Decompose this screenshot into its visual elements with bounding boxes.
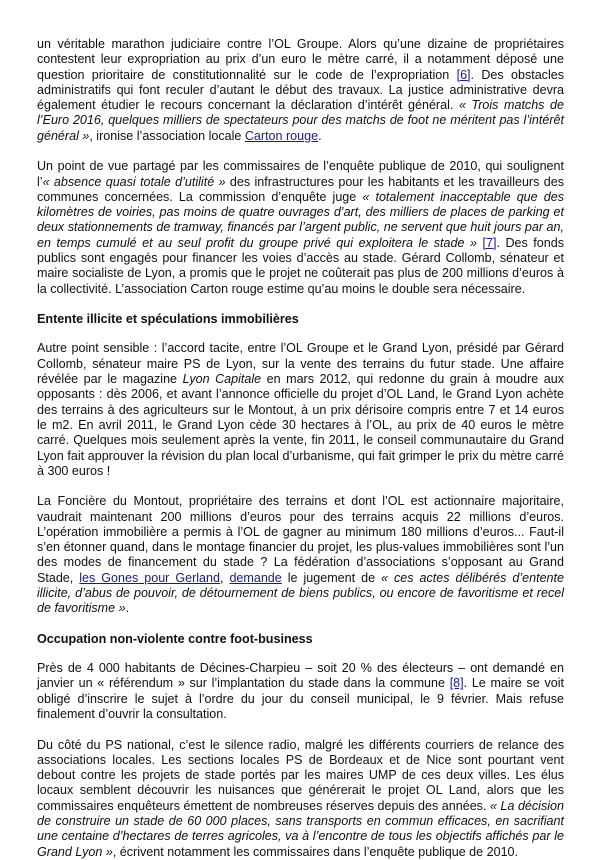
text-run: Près de 4 000 habitants de Décines-Charpieu – soit 20 % des électeurs – ont demandé en janvier un « référendum » sur l’implantation du stade dans la commune: [37, 661, 564, 691]
text-run: un véritable marathon judiciaire contre l’OL Groupe. Alors qu’une dizaine de propriétaires contestent leur expropriation au prix d’un euro le mètre carré, il a notamment déposé une question prioritaire de constitutionnalité sur le code de l’expropriation: [37, 37, 564, 82]
inline-link[interactable]: [8]: [449, 676, 464, 691]
text-run: Autre point sensible : l’accord tacite, entre l’OL Groupe et le Grand Lyon, présidé par Gérard Collomb, sénateur maire PS de Lyon, sur la vente des terrains du futur stade. Une affaire révélée par le magazine: [37, 341, 564, 387]
inline-link[interactable]: les Gones pour Gerland: [79, 570, 220, 585]
text-run: le jugement de: [281, 570, 382, 585]
text-run: Du côté du PS national, c’est le silence radio, malgré les différents courriers de relance des associations locales. Les sections locales PS de Bordeaux et de Nice sont pourtant vent debout contre les projets de stade portés par les maires UMP de ces deux villes. Les élus locaux semblent découvrir les nuisances que générerait le projet OL Land, alors que les commissaires enquêteurs émettent de nombreuses réserves depuis des années.: [37, 737, 564, 813]
italic-quote: « absence quasi totale d’utilité »: [42, 174, 226, 189]
inline-link[interactable]: [7]: [482, 235, 497, 250]
italic-quote: « La décision de construire un stade de 60 000 places, sans transports en commun efficaces, en sacrifiant une centaine d’hectares de terres agricoles, va à l’encontre de tous les objectifs affichés par le Grand Lyon »: [37, 798, 564, 859]
paragraph-4: [37, 494, 564, 616]
text-run: . Le maire se voit obligé d’inscrire le sujet à l’ordre du jour du conseil municipal, le 9 février. Mais refuse finalement d’ouvrir la consultation.: [37, 676, 564, 722]
italic-quote: Lyon Capitale: [182, 372, 262, 387]
paragraph-3: [37, 341, 564, 479]
paragraph-2: [37, 159, 564, 297]
paragraph-5: [37, 661, 564, 722]
text-run: , ironise l’association locale: [89, 128, 245, 143]
text-run: Un point de vue partagé par les commissaires de l’enquête publique de 2010, qui soulignent l’: [37, 159, 564, 189]
text-run: des infrastructures pour les habitants et les travailleurs des communes concernées. La commission d’enquête juge: [37, 174, 564, 204]
inline-link[interactable]: Carton rouge: [244, 128, 319, 143]
paragraph-1: [37, 37, 564, 144]
text-run: . Des obstacles administratifs qui font reculer d’autant le début des travaux. La justice administrative devra également étudier le recours concernant la déclaration d’intérêt général.: [37, 67, 564, 113]
italic-quote: « totalement inacceptable que des kilomètres de voiries, pas moins de quatre ouvrages d’art, des milliers de places de parking et deux stationnements de tramway, financés par l’argent public, ne servent que huit jours par an, en temps cumulé et au seul profit du groupe privé qui exploitera le stade »: [37, 189, 564, 250]
text-run: .: [318, 128, 322, 143]
text-run: .: [125, 601, 130, 616]
paragraph-6: [37, 738, 564, 860]
text-run: , écrivent notamment les commissaires dans l’enquête publique de 2010.: [112, 844, 519, 859]
inline-link[interactable]: [6]: [456, 67, 471, 82]
inline-link[interactable]: demande: [229, 570, 282, 585]
italic-quote: « ces actes délibérés d’entente illicite, d’abus de pouvoir, de détournement de biens publics, ou encore de favoritisme et recel de favoritisme »: [37, 570, 564, 616]
text-run: en mars 2012, qui redonne du grain à moudre aux opposants : dès 2006, et avant l’annonce officielle du projet d’OL Land, le Grand Lyon achète des terrains à des agriculteurs sur le Montout, à un prix dérisoire compris entre 7 et 14 euros le m2. En avril 2011, le Grand Lyon cède 30 hectares à l’OL, au prix de 40 euros le mètre carré. Quelques mois seulement après la vente, fin 2011, le conseil communautaire du Grand Lyon fait approuver la révision du plan local d’urbanisme, qui fait grimper le prix du mètre carré à 300 euros !: [37, 372, 564, 478]
italic-quote: « Trois matchs de l’Euro 2016, quelques milliers de spectateurs pour des matchs de foot ne méritent pas l’intérêt général »: [37, 98, 564, 143]
text-run: ,: [219, 570, 230, 585]
text-run: . Des fonds publics sont engagés pour financer les voies d’accès au stade. Gérard Collomb, sénateur et maire socialiste de Lyon, a promis que le projet ne coûterait pas plus de 200 millions d’euros à la collectivité. L’association Carton rouge estime qu’au moins le double sera nécessaire.: [37, 235, 564, 296]
section-heading-entente: Entente illicite et spéculations immobilières: [37, 312, 299, 327]
section-heading-occupation: Occupation non-violente contre foot-business: [37, 631, 313, 646]
text-run: La Foncière du Montout, propriétaire des terrains et dont l’OL est actionnaire majoritaire, vaudrait maintenant 200 millions d’euros pour des terrains acquis 22 millions d’euros. L’opération immobilière a permis à l’OL de gagner au minimum 180 millions d’euros... Faut-il s’en étonner quand, dans le montage financier du projet, les plus-values immobilières sont l’un des modes de financement du stade ? La fédération d’associations s’opposant au Grand Stade,: [37, 494, 564, 585]
